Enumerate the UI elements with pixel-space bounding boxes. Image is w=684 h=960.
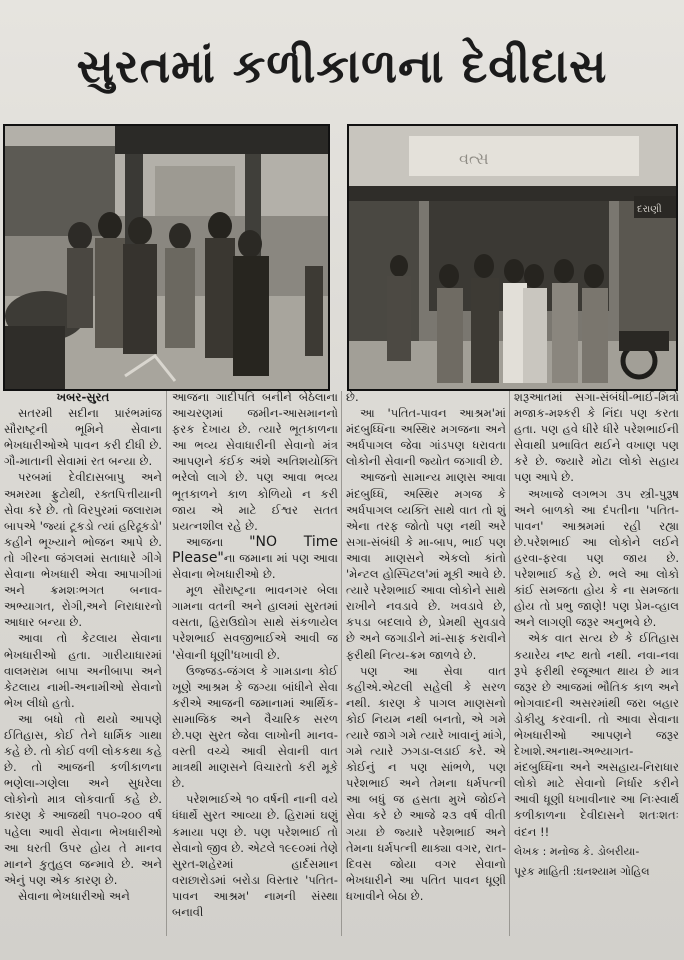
article-column-4	[514, 389, 679, 937]
paragraph: આજના ગાદીપતિ બનીને બેઠેલાના આચરણમાં જમીન-આસમાનનો ફરક દેખાય છે. ત્યારે ભૂતકાળના આ ભવ્ય સેવાધારીની સેવાનો મંત્ર આપણને કંઈક અંશે અતિશયોક્તિ ભરેલો લાગે છે. પણ આવા ભવ્ય ભૂતકાળને કાળ કોળિયો ન કરી જાય એ માટે ઈશ્વર સતત પ્રયત્નશીલ રહે છે.	[172, 390, 338, 533]
paragraph: પણ આ સેવા વાત કહીએ.એટલી સહેલી કે સરળ નથી. કારણ કે પાગલ માણસનો કોઈ નિયમ નથી બનતો, એ ગમે ત્યારે જાગે ગમે ત્યારે ખાવાનું માંગે, ગમે ત્યારે ઝગડા-લડાઈ કરે. એ કોઈનું ન પણ સાંભળે, પણ પરેશભાઈ અને તેમના ધર્મપત્ની આ બધું જ હસતા મુખે જોઈને સેવા કરે છે આજે ૨૩ વર્ષ વીતી ગયા છે જ્યારે પરેશભાઈ અને તેમના ધર્મપત્ની થાક્યા વગર, રાત-દિવસ જોયા વગર સેવાનો ભેખધારીને આ પતિત પાવન ધૂણી ધખાવીને બેઠા છે.	[346, 663, 506, 903]
author-credit: લેખક : મનોજ કે. ડોબરીયા-	[514, 844, 640, 858]
paragraph: આજનો સામાન્ય માણસ આવા મંદબુધ્ધિ, અસ્થિર મગજ કે અર્ધપાગલ વ્યક્તિ સાથે વાત તો શું એના તરફ જોતો પણ નથી અરે સગા-સંબંધી કે મા-બાપ, ભાઈ પણ આવા માણસને એકલો કાંતો 'મેન્ટલ હોસ્પિટલ'માં મૂકી આવે છે. ત્યારે પરેશભાઈ આવા લોકોને સાથે રાખીને નવડાવે છે. ખવડાવે છે, કપડા બદલાવે છે, પ્રેમથી સુવડાવે છે અને જગાડીને માં-સાફ કરાવીને ફરીથી નિત્ય-ક્રમ જાળવે છે.	[346, 470, 506, 662]
paragraph: અખાજે લગભગ ૩૫ સ્ત્રી-પુરૂષ અને બાળકો આ દંપતીના 'પતિત-પાવન' આશ્રમમાં રહી રહ્યા છે.પરેશભાઈ આ લોકોને લઈને હરવા-ફરવા પણ જાય છે. પરેશભાઈ કહે છે. ભલે આ લોકો કાંઈ સમજતા હોય કે ના સમજતા હોય તો પ્રભુ જાણે! પણ પ્રેમ-વ્હાલ અને લાગણી જરૂર અનુભવે છે.	[514, 486, 679, 630]
paragraph: એક વાત સત્ય છે કે ઈતિહાસ કયારેય નષ્ટ થતો નથી. નવા-નવા રૂપે ફરીથી રજૂઆત થાય છે માત્ર જરૂર છે આજમાં ભૌતિક કાળ અને ભોગવાદની અસરમાંથી જરા બહાર ડોકીયુ કરવાની. તો આવા સેવાના ભેખધારીઓ આપણને જરૂર દેખાશે.અનાથ-અભ્યાગત-મંદબુધ્ધિના અને અસહાય-નિરાધાર લોકો માટે સેવાનો નિર્ધાર કરીને આવી ધૂણી ધખાવીનાર આ નિઃસ્વાર્થ કળીકાળના દેવીદાસને શતઃશતઃ વંદન !!	[514, 631, 679, 839]
paragraph: સતરમી સદીના પ્રારંભમાંજ સૌરાષ્ટ્રની ભૂમિને સેવાના ભેખધારીઓએ પાવન કરી દીધી છે. ગૌ-માતાની સેવામાં રત બન્યા છે.	[4, 406, 162, 469]
column-rule-3	[509, 391, 510, 936]
column-rule-1	[166, 391, 167, 936]
paragraph: સેવાના ભેખધારીઓ અને	[18, 888, 130, 903]
paragraph: આ 'પતિત-પાવન આશ્રમ'માં મંદબુધ્ધિના અસ્થિર મગજના અને અર્ધપાગલ જેવા ગાંડપણ ધરાવતા લોકોની સેવાની જ્યોત જગાવી છે.	[346, 406, 506, 469]
paragraph: ઉજ્જડ-જંગલ કે ગામડાના કોઈ ખૂણે આશ્રમ કે જગ્યા બાંધીને સેવા કરીએ આજની જમાનામાં આર્થિક-સામાજિક અને વૈચારિક સરળ છે.પણ સુરત જેવા લાખોની માનવ-વસ્તી વચ્ચે આવી સેવાની વાત માત્રથી માણસને વિચારતો કરી મૂકે છે.	[172, 663, 338, 791]
paragraph: આ બધો તો થયો આપણે ઈતિહાસ, કોઈ તેને ધાર્મિક ગાથા કહે છે. તો કોઈ વળી લોકકથા કહે છે. તો આજની કળીકાળના ભણેલા-ગણેલા અને સુધરેલા લોકોનો માત્ર લોકવાર્તા કહે છે. કારણ કે આજથી ૧૫૦-૨૦૦ વર્ષ પહેલા આવી સેવાના ભેખધારીઓ આ ધરતી ઉપર હોય તે માનવ માનને કુતુહલ જન્માવે છે. અને એનું પણ એક કારણ છે.	[4, 711, 162, 887]
paragraph-no-time-please	[172, 534, 338, 582]
paragraph: પરબમાં દેવીદાસબાપુ અને અમરમા ફ્રુટોથી, રક્તપિત્તીયાની સેવા કરે છે. તો વિરપુરમાં જલારામ બાપએ 'જ્યાં ટૂકડો ત્યાં હરિઢૂકડો' કહીને ભૂખ્યાને ભોજન આપે છે. તો ગીરના જંગલમાં સતાધારે ગીગે સેવાના ભેખધારી એવા આપાગીગાં અને ક્રમશઃભગત બનાવ-અભ્યાગત, રોગી,અને નિરાધારનો આધાર બન્યા છે.	[4, 470, 162, 630]
shop-sign-text: વત્સ	[459, 149, 489, 168]
article-column-1	[4, 389, 162, 937]
paragraph: છે.	[346, 390, 359, 404]
column-rule-2	[341, 391, 342, 936]
group-photo-image	[349, 126, 676, 389]
article-column-3	[346, 389, 506, 937]
headline: સુરતમાં કળીકાળના દેવીદાસ	[76, 39, 608, 93]
text-span: આજના	[186, 534, 250, 549]
shop-side-sign-text: દરાણી	[637, 204, 662, 215]
paragraph: શરૂઆતમાં સગા-સંબંધી-ભાઈ-મિત્રો મજાક-મશ્કરી કે નિંદા પણ કરતા હતા. પણ હવે ધીરે ધીરે પરેશભાઈની સેવાથી પ્રભાવિત થઈને વખાણ પણ કરે છે. જ્યારે મોટા લોકો સહાય પણ આપે છે.	[514, 390, 679, 485]
paragraph: પરેશભાઈએ ૧૦ વર્ષની નાની વયે ધંધાર્થે સુરત આવ્યા છે. હિરામાં ઘણું કમાયા પણ છે. પણ પરેશભાઈ તો સેવાનો જીવ છે. એટલે ૧૯૯૦માં તેણે સુરત-શહેરમાં હાર્દસમાન વરાછારોડમાં બરોડા વિસ્તાર 'પતિત-પાવન આશ્રમ' નામની સંસ્થા બનાવી	[172, 792, 338, 919]
text-span: ના જમાના માં પણ આવા સેવાના ભેખધારીઓ છે.	[172, 550, 338, 582]
paragraph: આવા તો કેટલાય સેવાના ભેખધારીઓ હતા. ગારીયાધારમાં વાલમરામ બાપા અનીબાપા અને કેટલાય નામી-અનામીઓ સેવાનો ભેખ લીધો હતો.	[4, 631, 162, 710]
photo-street-scene	[3, 124, 330, 391]
street-scene-image	[5, 126, 328, 389]
paragraph: મૂળ સૌરાષ્ટ્રના ભાવનગર બેલા ગામના વતની અને હાલમાં સુરતમાં વસતા, હિરાઉદ્યોગ સાથે સંકળાયેલ પરેશભાઈ સવજીભાઈએ આવી જ 'સેવાની ધૂણી'ધખાવી છે.	[172, 583, 338, 662]
additional-info-credit: પૂરક માહિતી :ઘનશ્યામ ગોહિલ	[514, 864, 650, 878]
article-column-2	[172, 389, 338, 937]
dateline: ખબર-સુરત	[56, 390, 110, 404]
photo-group-at-ashram	[347, 124, 678, 391]
quoted-english-phrase: "NO Time Please"	[172, 533, 338, 566]
